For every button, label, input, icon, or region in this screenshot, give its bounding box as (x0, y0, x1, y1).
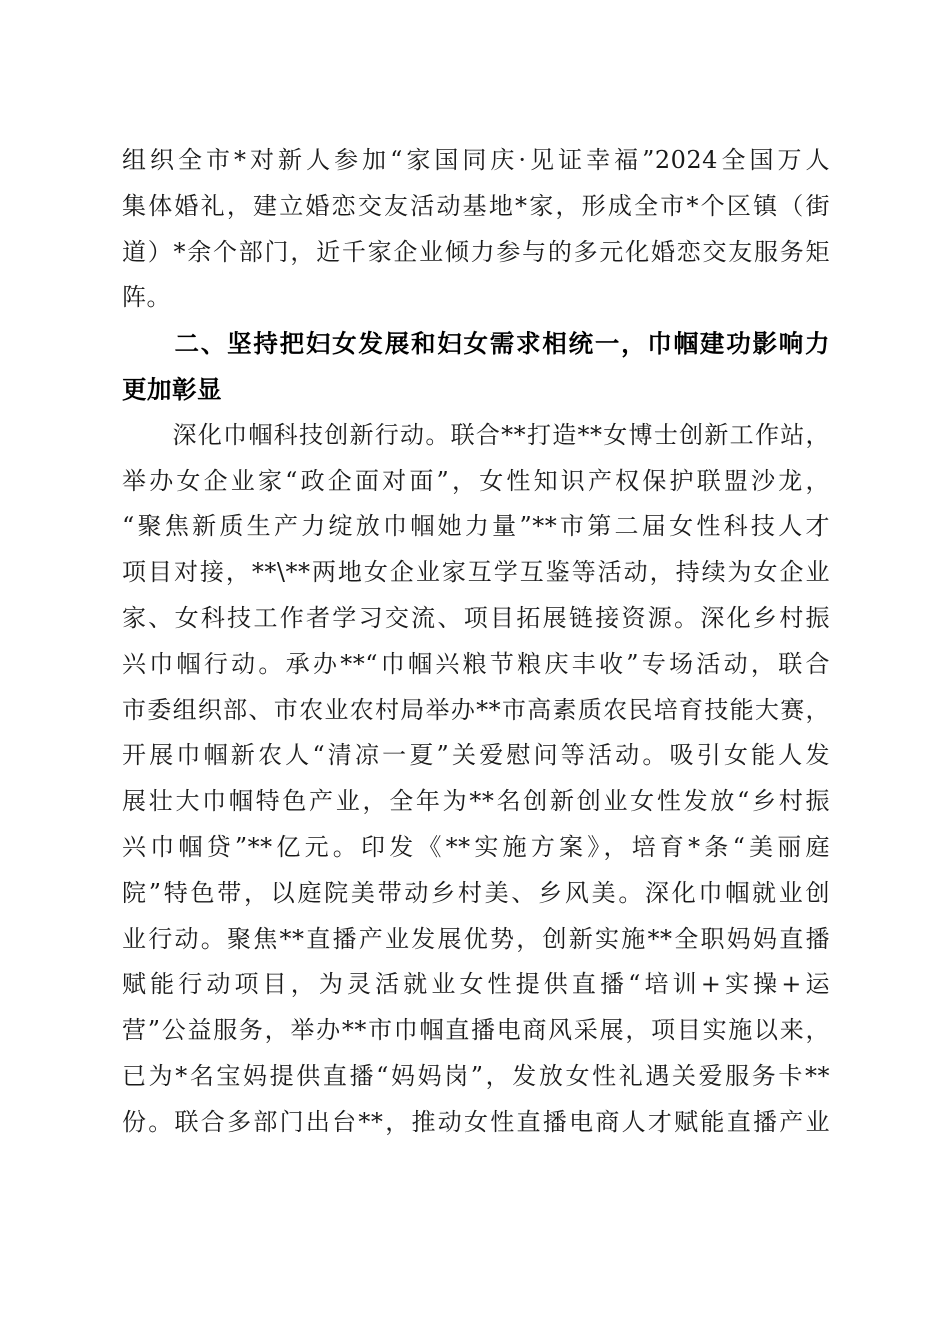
text-line: 组织全市*对新人参加“家国同庆·见证幸福”2024全国万人 (122, 146, 830, 174)
heading-line: 二、坚持把妇女发展和妇女需求相统一，巾帼建功影响力 (122, 329, 830, 359)
text-line: 阵。 (122, 283, 171, 312)
text-line: 举办女企业家“政企面对面”，女性知识产权保护联盟沙龙， (122, 466, 830, 495)
text-line: 市委组织部、市农业农村局举办**市高素质农民培育技能大赛， (122, 695, 830, 724)
text-line: 已为*名宝妈提供直播“妈妈岗”，发放女性礼遇关爱服务卡** (122, 1061, 830, 1090)
text-line: 项目对接，**\**两地女企业家互学互鉴等活动，持续为女企业 (122, 558, 830, 587)
text-line: 营”公益服务，举办**市巾帼直播电商风采展，项目实施以来， (122, 1016, 830, 1045)
text-line: 兴巾帼贷”**亿元。印发《**实施方案》，培育*条“美丽庭 (122, 832, 830, 861)
text-line: 家、女科技工作者学习交流、项目拓展链接资源。深化乡村振 (122, 603, 830, 632)
paragraph-marriage-events (122, 138, 830, 321)
text-line: 道）*余个部门，近千家企业倾力参与的多元化婚恋交友服务矩 (122, 237, 830, 266)
document-body (122, 138, 830, 1146)
paragraph-womens-actions (122, 413, 830, 1146)
text-line: 兴巾帼行动。承办**“巾帼兴粮节粮庆丰收”专场活动，联合 (122, 649, 830, 678)
text-line: 展壮大巾帼特色产业，全年为**名创新创业女性发放“乡村振 (122, 787, 830, 816)
text-line: 赋能行动项目，为灵活就业女性提供直播“培训+实操+运 (122, 970, 830, 999)
section-heading (122, 321, 830, 413)
text-line: 深化巾帼科技创新行动。联合**打造**女博士创新工作站， (122, 420, 830, 449)
text-line: “聚焦新质生产力绽放巾帼她力量”**市第二届女性科技人才 (122, 512, 830, 541)
text-line: 业行动。聚焦**直播产业发展优势，创新实施**全职妈妈直播 (122, 924, 830, 953)
text-line: 集体婚礼，建立婚恋交友活动基地*家，形成全市*个区镇（街 (122, 191, 830, 220)
text-line: 院”特色带，以庭院美带动乡村美、乡风美。深化巾帼就业创 (122, 878, 830, 907)
text-line: 开展巾帼新农人“清凉一夏”关爱慰问等活动。吸引女能人发 (122, 741, 830, 770)
heading-line: 更加彰显 (122, 374, 222, 404)
text-line: 份。联合多部门出台**，推动女性直播电商人才赋能直播产业 (122, 1107, 830, 1136)
